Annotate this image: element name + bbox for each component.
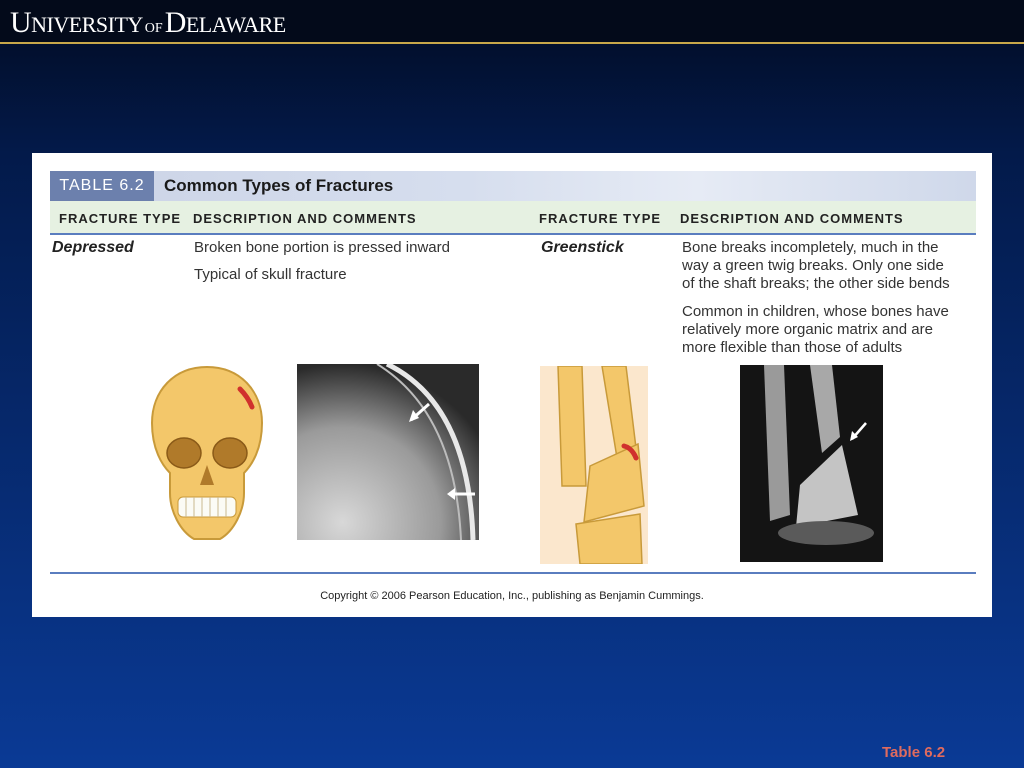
skull-xray-image — [297, 364, 479, 540]
fracture-desc-greenstick-2: way a green twig breaks. Only one side — [682, 257, 944, 274]
forearm-xray-image — [740, 365, 883, 562]
column-header-row — [50, 201, 976, 235]
table-bottom-rule — [50, 572, 976, 574]
fracture-term-greenstick: Greenstick — [541, 239, 624, 256]
fracture-desc-greenstick-1: Bone breaks incompletely, much in the — [682, 239, 939, 256]
copyright-notice: Copyright © 2006 Pearson Education, Inc., publishing as Benjamin Cummings. — [320, 590, 704, 602]
column-header-description-2: DESCRIPTION AND COMMENTS — [680, 211, 904, 226]
header-bar — [0, 0, 1024, 42]
fracture-term-depressed: Depressed — [52, 239, 134, 256]
table-title-bar — [50, 171, 976, 201]
fracture-desc-depressed-2: Typical of skull fracture — [194, 266, 347, 283]
fracture-desc-greenstick-5: relatively more organic matrix and are — [682, 321, 933, 338]
header-divider — [0, 42, 1024, 44]
column-header-description: DESCRIPTION AND COMMENTS — [193, 211, 417, 226]
column-header-fracture-type: FRACTURE TYPE — [59, 211, 182, 226]
table-title: Common Types of Fractures — [164, 176, 394, 195]
slide-footer-label: Table 6.2 — [882, 744, 946, 761]
figure-panel — [32, 153, 992, 617]
fracture-desc-greenstick-3: of the shaft breaks; the other side bends — [682, 275, 950, 292]
fracture-desc-greenstick-6: more flexible than those of adults — [682, 339, 903, 356]
fracture-desc-depressed-1: Broken bone portion is pressed inward — [194, 239, 450, 256]
skull-illustration — [144, 361, 270, 551]
university-logo: UNIVERSITY OFDELAWARE — [10, 6, 286, 39]
fracture-desc-greenstick-4: Common in children, whose bones have — [682, 303, 949, 320]
table-number-tag: TABLE 6.2 — [50, 171, 154, 201]
column-header-fracture-type-2: FRACTURE TYPE — [539, 211, 662, 226]
forearm-illustration — [540, 366, 648, 564]
